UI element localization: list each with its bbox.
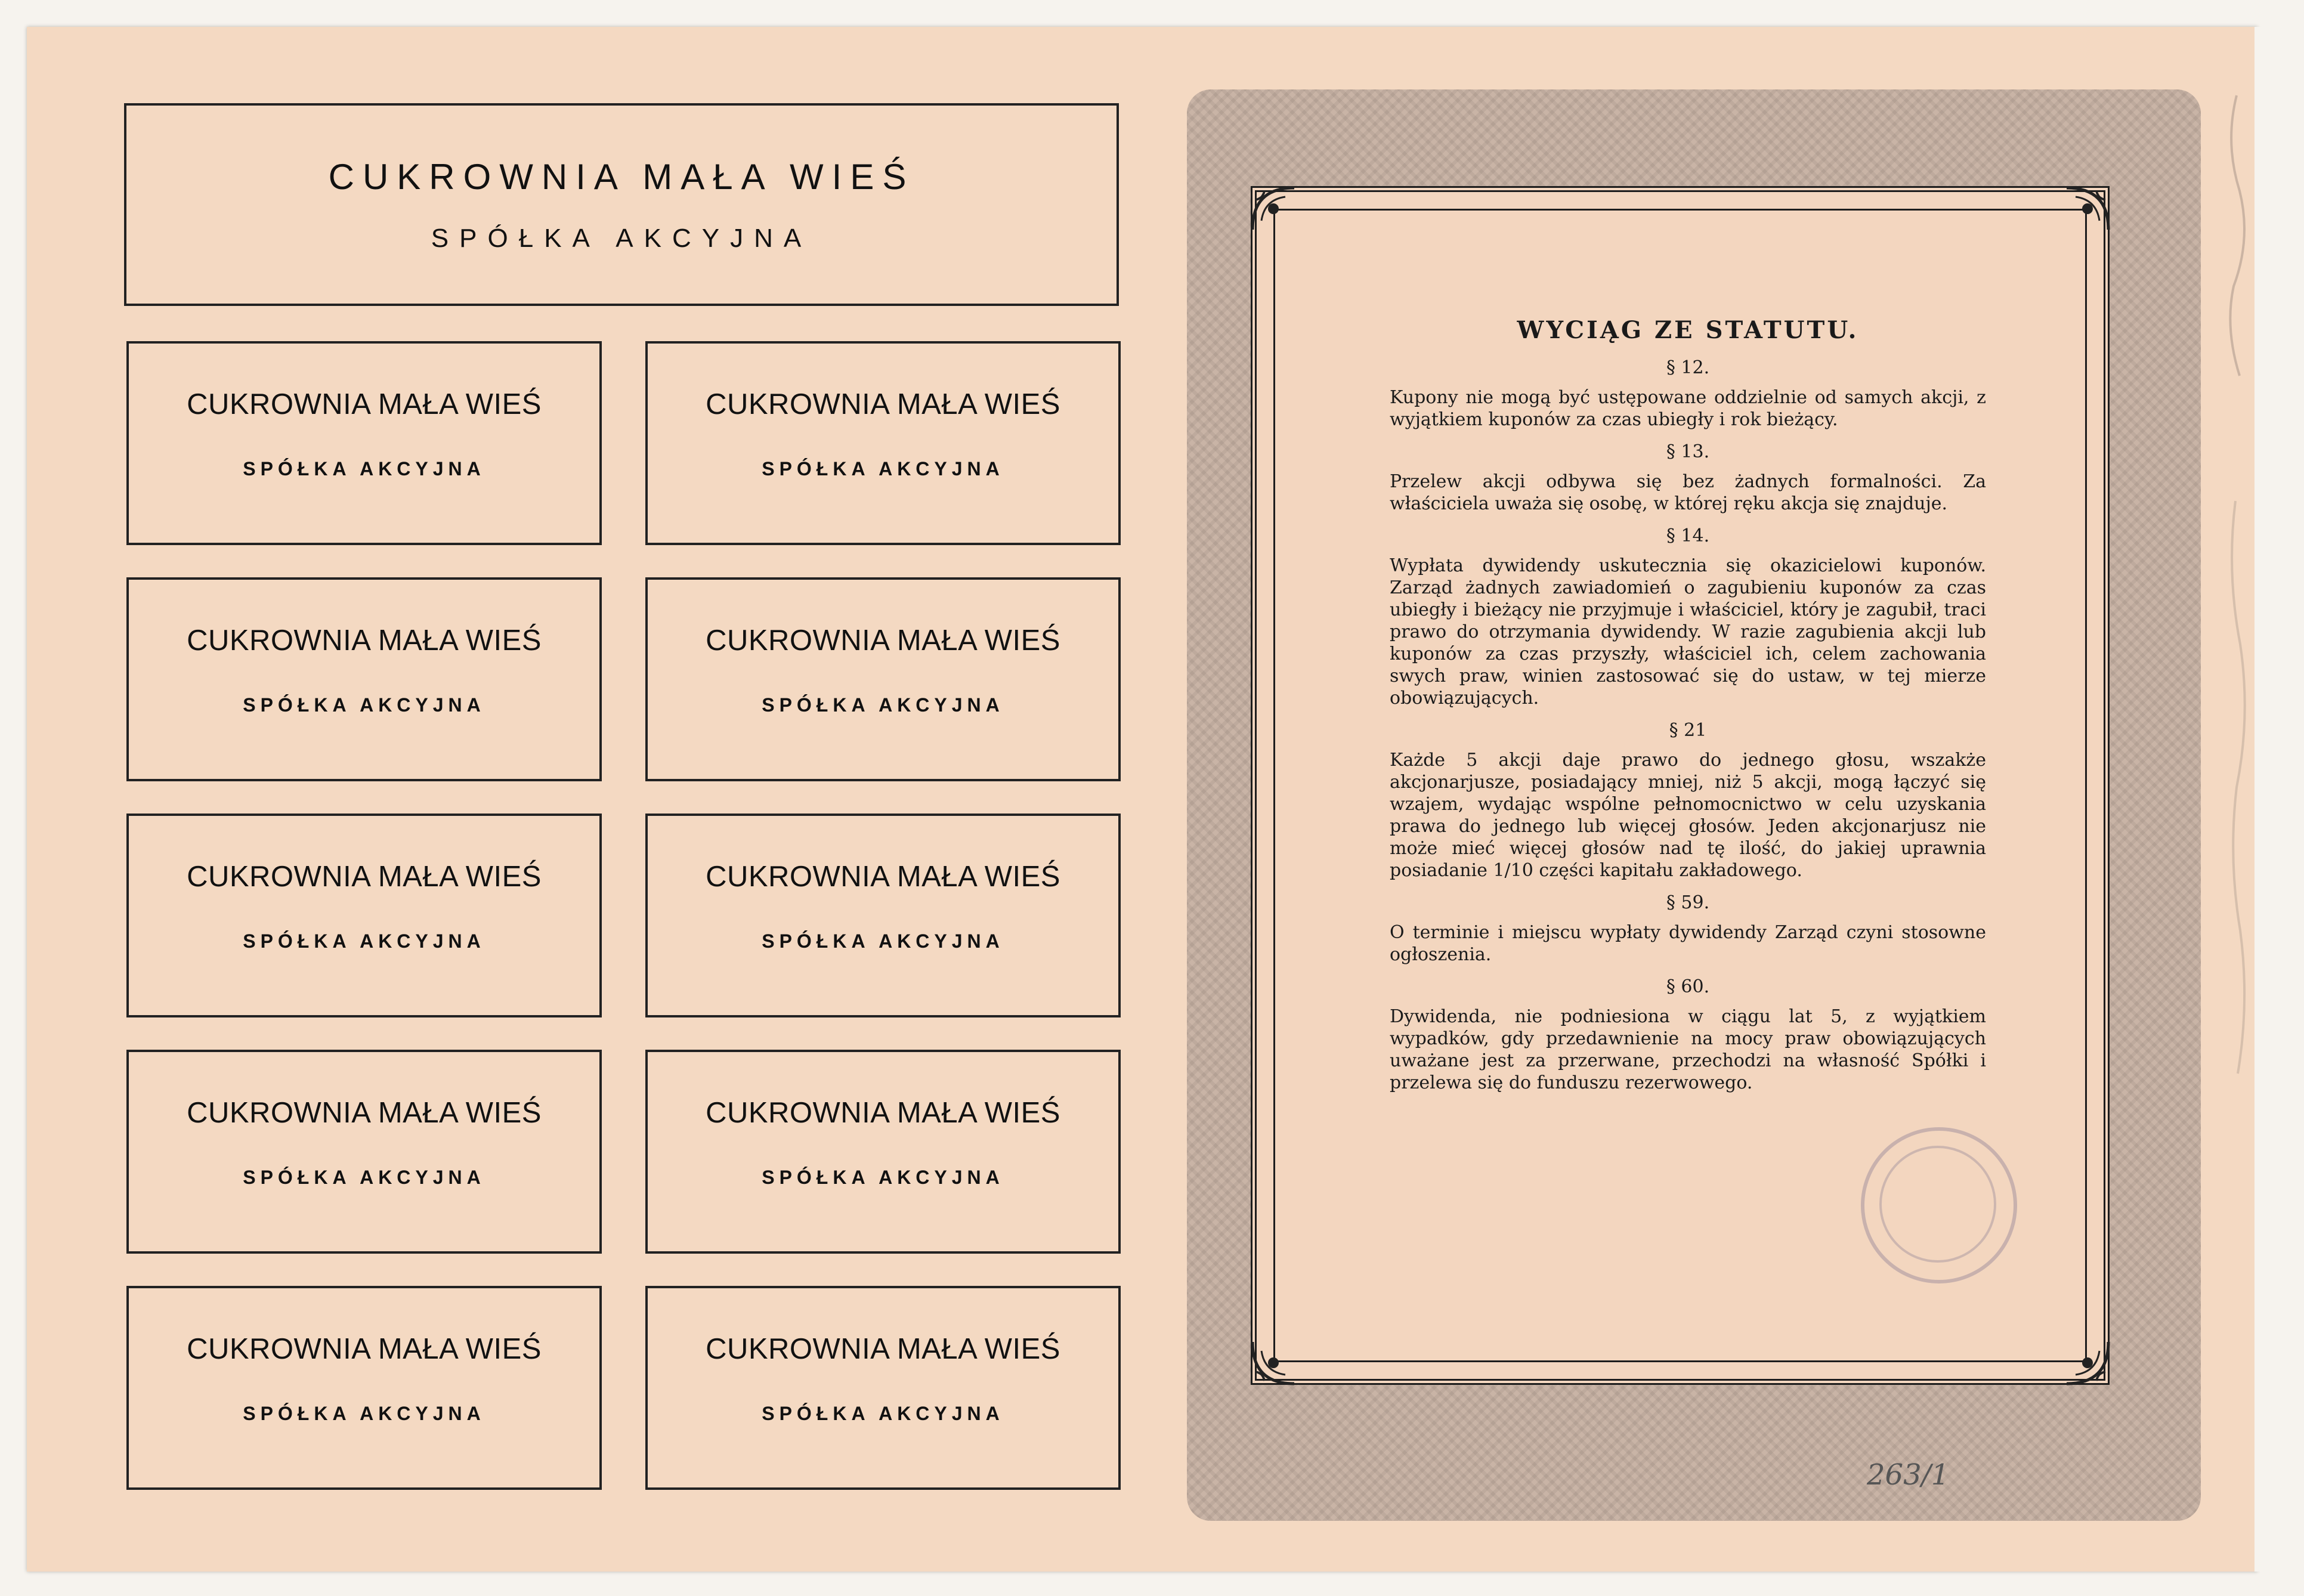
dividend-coupon (645, 577, 1121, 781)
section-number: § 59. (1666, 892, 1710, 913)
ornament-corner-icon (2061, 1336, 2114, 1390)
dividend-coupon (645, 814, 1121, 1017)
coupon-subtitle: SPÓŁKA AKCYJNA (762, 458, 1004, 480)
coupon-title: CUKROWNIA MAŁA WIEŚ (187, 1333, 542, 1365)
statute-section (1390, 441, 1986, 515)
statute-section (1390, 357, 1986, 431)
coupon-title: CUKROWNIA MAŁA WIEŚ (706, 1333, 1060, 1365)
ornament-corner-icon (2061, 182, 2114, 236)
dividend-coupon (126, 341, 602, 545)
dividend-coupon (645, 341, 1121, 545)
coupon-subtitle: SPÓŁKA AKCYJNA (243, 930, 485, 952)
talon-header-box (124, 103, 1119, 306)
coupon-title: CUKROWNIA MAŁA WIEŚ (706, 388, 1060, 420)
coupon-subtitle: SPÓŁKA AKCYJNA (762, 1403, 1004, 1424)
dividend-coupon (126, 1286, 602, 1490)
section-text: Kupony nie mogą być ustępowane oddzielnie od samych akcji, z wyjątkiem kuponów za czas ubiegły i rok bieżący. (1390, 387, 1986, 430)
statute-title: WYCIĄG ZE STATUTU. (1517, 316, 1859, 344)
ornament-corner-icon (1247, 1336, 1300, 1390)
company-type: SPÓŁKA AKCYJNA (431, 223, 812, 253)
dividend-coupon (126, 814, 602, 1017)
section-text: Wypłata dywidendy uskutecznia się okazicielowi kuponów. Zarząd żadnych zawiadomień o zagubieniu kuponów za czas ubiegły i bieżący nie przyjmuje i właściciel, który je zagubił, traci prawo do otrzymania dywidendy. W razie zagubienia akcji lub kuponów za czas przyszły, właściciel ich, celem zachowania swych praw, winien zastosować się do ustaw, w tej mierze obowiązujących. (1390, 555, 1986, 709)
coupon-subtitle: SPÓŁKA AKCYJNA (243, 458, 485, 480)
statute-extract (1390, 316, 1986, 1094)
coupon-title: CUKROWNIA MAŁA WIEŚ (187, 624, 542, 657)
section-text: Każde 5 akcji daje prawo do jednego głosu, wszakże akcjonarjusze, posiadający mniej, niż 5 akcji, mogą łączyć się wzajem, wydając wspólne pełnomocnictwo w celu uzyskania prawa do jednego lub więcej głosów. Jeden akcjonarjusz nie może mieć więcej głosów nad tę ilość, do jakiej uprawnia posiadanie 1/10 części kapitału zakładowego. (1390, 750, 1986, 881)
company-seal-stamp (1861, 1127, 2017, 1283)
seal-inner-ring (1879, 1146, 1996, 1263)
ornament-corner-icon (1247, 182, 1300, 236)
statute-section (1390, 720, 1986, 881)
coupon-subtitle: SPÓŁKA AKCYJNA (762, 1167, 1004, 1188)
coupon-subtitle: SPÓŁKA AKCYJNA (243, 1403, 485, 1424)
dividend-coupon (645, 1050, 1121, 1254)
coupon-title: CUKROWNIA MAŁA WIEŚ (187, 861, 542, 893)
dividend-coupon (126, 1050, 602, 1254)
statute-section (1390, 525, 1986, 709)
section-text: O terminie i miejscu wypłaty dywidendy Zarząd czyni stosowne ogłoszenia. (1390, 922, 1986, 965)
coupon-title: CUKROWNIA MAŁA WIEŚ (187, 1097, 542, 1129)
coupon-subtitle: SPÓŁKA AKCYJNA (243, 1167, 485, 1188)
section-text: Dywidenda, nie podniesiona w ciągu lat 5, z wyjątkiem wypadków, gdy przedawnienie na mocy praw obowiązujących uważane jest za przerwane, przechodzi na własność Spółki i przelewa się do funduszu rezerwowego. (1390, 1006, 1986, 1093)
section-number: § 21 (1669, 720, 1707, 741)
section-text: Przelew akcji odbywa się bez żadnych formalności. Za właściciela uważa się osobę, w której ręku akcja się znajduje. (1390, 471, 1986, 514)
section-number: § 13. (1666, 441, 1710, 462)
handwritten-catalog-number: 263/1 (1867, 1458, 1950, 1492)
company-name: CUKROWNIA MAŁA WIEŚ (328, 156, 915, 197)
coupon-subtitle: SPÓŁKA AKCYJNA (243, 694, 485, 716)
coupon-subtitle: SPÓŁKA AKCYJNA (762, 930, 1004, 952)
statute-section (1390, 892, 1986, 966)
section-number: § 14. (1666, 525, 1710, 546)
dividend-coupon (645, 1286, 1121, 1490)
section-number: § 12. (1666, 357, 1710, 378)
pencil-signature-mark (2219, 83, 2254, 1485)
coupon-subtitle: SPÓŁKA AKCYJNA (762, 694, 1004, 716)
statute-section (1390, 976, 1986, 1094)
coupon-title: CUKROWNIA MAŁA WIEŚ (706, 1097, 1060, 1129)
dividend-coupon (126, 577, 602, 781)
torn-edge (2254, 27, 2278, 1572)
coupon-title: CUKROWNIA MAŁA WIEŚ (187, 388, 542, 420)
coupon-title: CUKROWNIA MAŁA WIEŚ (706, 624, 1060, 657)
coupon-title: CUKROWNIA MAŁA WIEŚ (706, 861, 1060, 893)
section-number: § 60. (1666, 976, 1710, 997)
